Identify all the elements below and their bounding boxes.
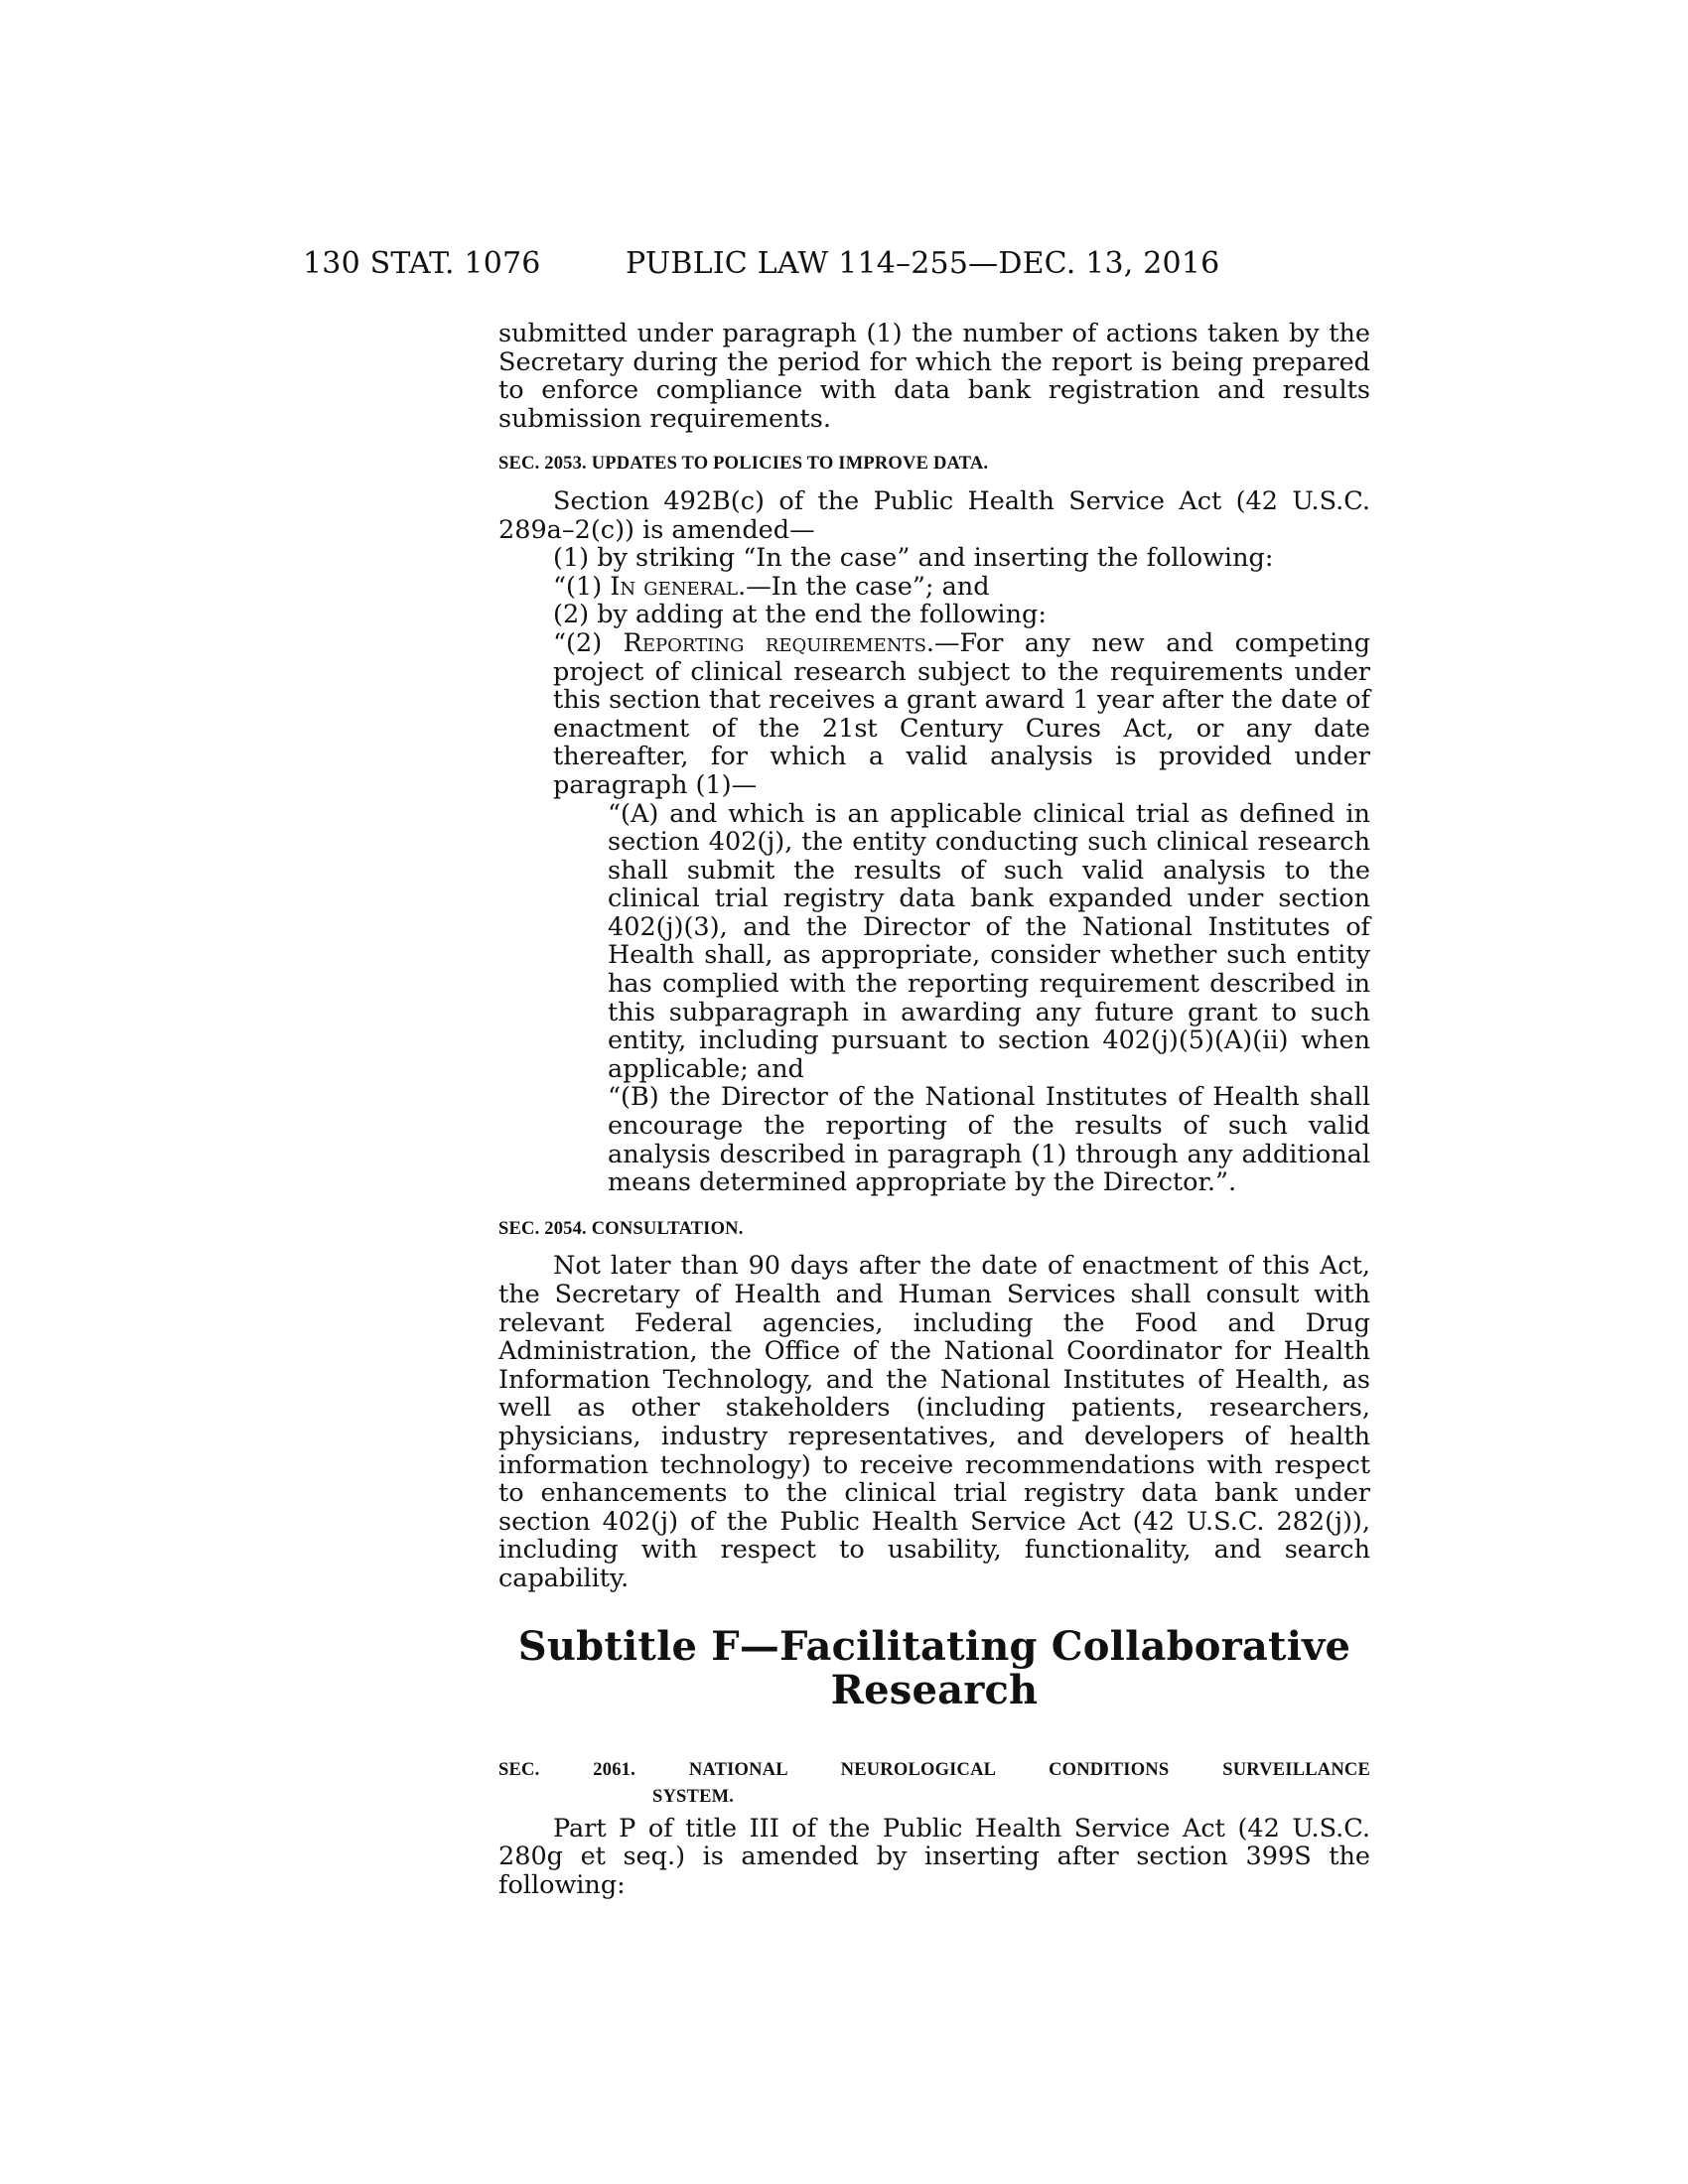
- subtitle-line-2: Research: [830, 1666, 1039, 1713]
- section-2053-lead: Section 492B(c) of the Public Health Service Act (42 U.S.C. 289a–2(c)) is amended—: [498, 485, 1370, 545]
- subparagraph-group: [553, 800, 1370, 1197]
- quote-prefix: “(1): [553, 571, 611, 602]
- amendment-item-2: (2) by adding at the end the following:: [553, 600, 1047, 630]
- statute-page-number: 130 STAT. 1076: [303, 246, 541, 281]
- subtitle-heading: [498, 1622, 1370, 1713]
- para-small-caps: Reporting requirements: [623, 627, 926, 658]
- para-rest: .—For any new and competing project of clinical research subject to the requirements under this section that receives a grant award 1 year after the date of enactment of the 21st Century Cures Act, or any date thereafter, for which a valid analysis is provided under paragraph (1)—: [553, 627, 1371, 800]
- section-2061-heading: [498, 1756, 1370, 1809]
- section-2061-heading-line-1: SEC. 2061. NATIONAL NEUROLOGICAL CONDITIONS SURVEILLANCE: [498, 1759, 1370, 1780]
- amendment-item-1: (1) by striking “In the case” and inserting the following:: [553, 543, 1274, 574]
- quote-rest: .—In the case”; and: [738, 571, 990, 602]
- subparagraph-a: “(A) and which is an applicable clinical trial as defined in section 402(j), the entity conducting such clinical research shall submit the results of such valid analysis to the clinical trial registry data bank expanded under section 402(j)(3), and the Director of the National Institutes of Health shall, as appropriate, consider whether such entity has complied with the reporting requirement described in this subparagraph in awarding any future grant to such entity, including pursuant to section 402(j)(5)(A)(ii) when applicable; and: [608, 798, 1370, 1084]
- section-2054-heading: SEC. 2054. CONSULTATION.: [498, 1218, 744, 1239]
- amendment-item-1-quote: [498, 573, 1370, 602]
- section-2061-heading-line-2: SYSTEM.: [652, 1786, 735, 1807]
- continued-paragraph: submitted under paragraph (1) the number of actions taken by the Secretary during the period for which the report is being prepared to enforce compliance with data bank registration and results submission requirements.: [498, 319, 1370, 434]
- section-2054-body: Not later than 90 days after the date of enactment of this Act, the Secretary of Health and Human Services shall consult with relevant Federal agencies, including the Food and Drug Administration, the Office of the National Coordinator for Health Information Technology, and the National Institutes of Health, as well as other stakeholders (including patients, researchers, physicians, industry representatives, and developers of health information technology) to receive recommendations with respect to enhancements to the clinical trial registry data bank under section 402(j) of the Public Health Service Act (42 U.S.C. 282(j)), including with respect to usability, functionality, and search capability.: [498, 1251, 1370, 1593]
- public-law-citation: PUBLIC LAW 114–255—DEC. 13, 2016: [626, 246, 1220, 281]
- quote-small-caps: In general: [610, 571, 739, 602]
- subparagraph-b: “(B) the Director of the National Institutes of Health shall encourage the reporting of the results of such valid analysis described in paragraph (1) through any additional means determined appropriate by the Director.”.: [608, 1082, 1370, 1198]
- section-2053-heading: SEC. 2053. UPDATES TO POLICIES TO IMPROVE DATA.: [498, 454, 989, 475]
- section-2061-body: Part P of title III of the Public Health Service Act (42 U.S.C. 280g et seq.) is amended by inserting after section 399S the following:: [498, 1813, 1370, 1900]
- page-body: [498, 320, 1370, 1899]
- subtitle-line-1: Subtitle F—Facilitating Collaborative: [517, 1622, 1351, 1670]
- para-prefix: “(2): [553, 627, 624, 658]
- page-header: [303, 246, 1380, 286]
- reporting-requirements-paragraph: [498, 629, 1370, 800]
